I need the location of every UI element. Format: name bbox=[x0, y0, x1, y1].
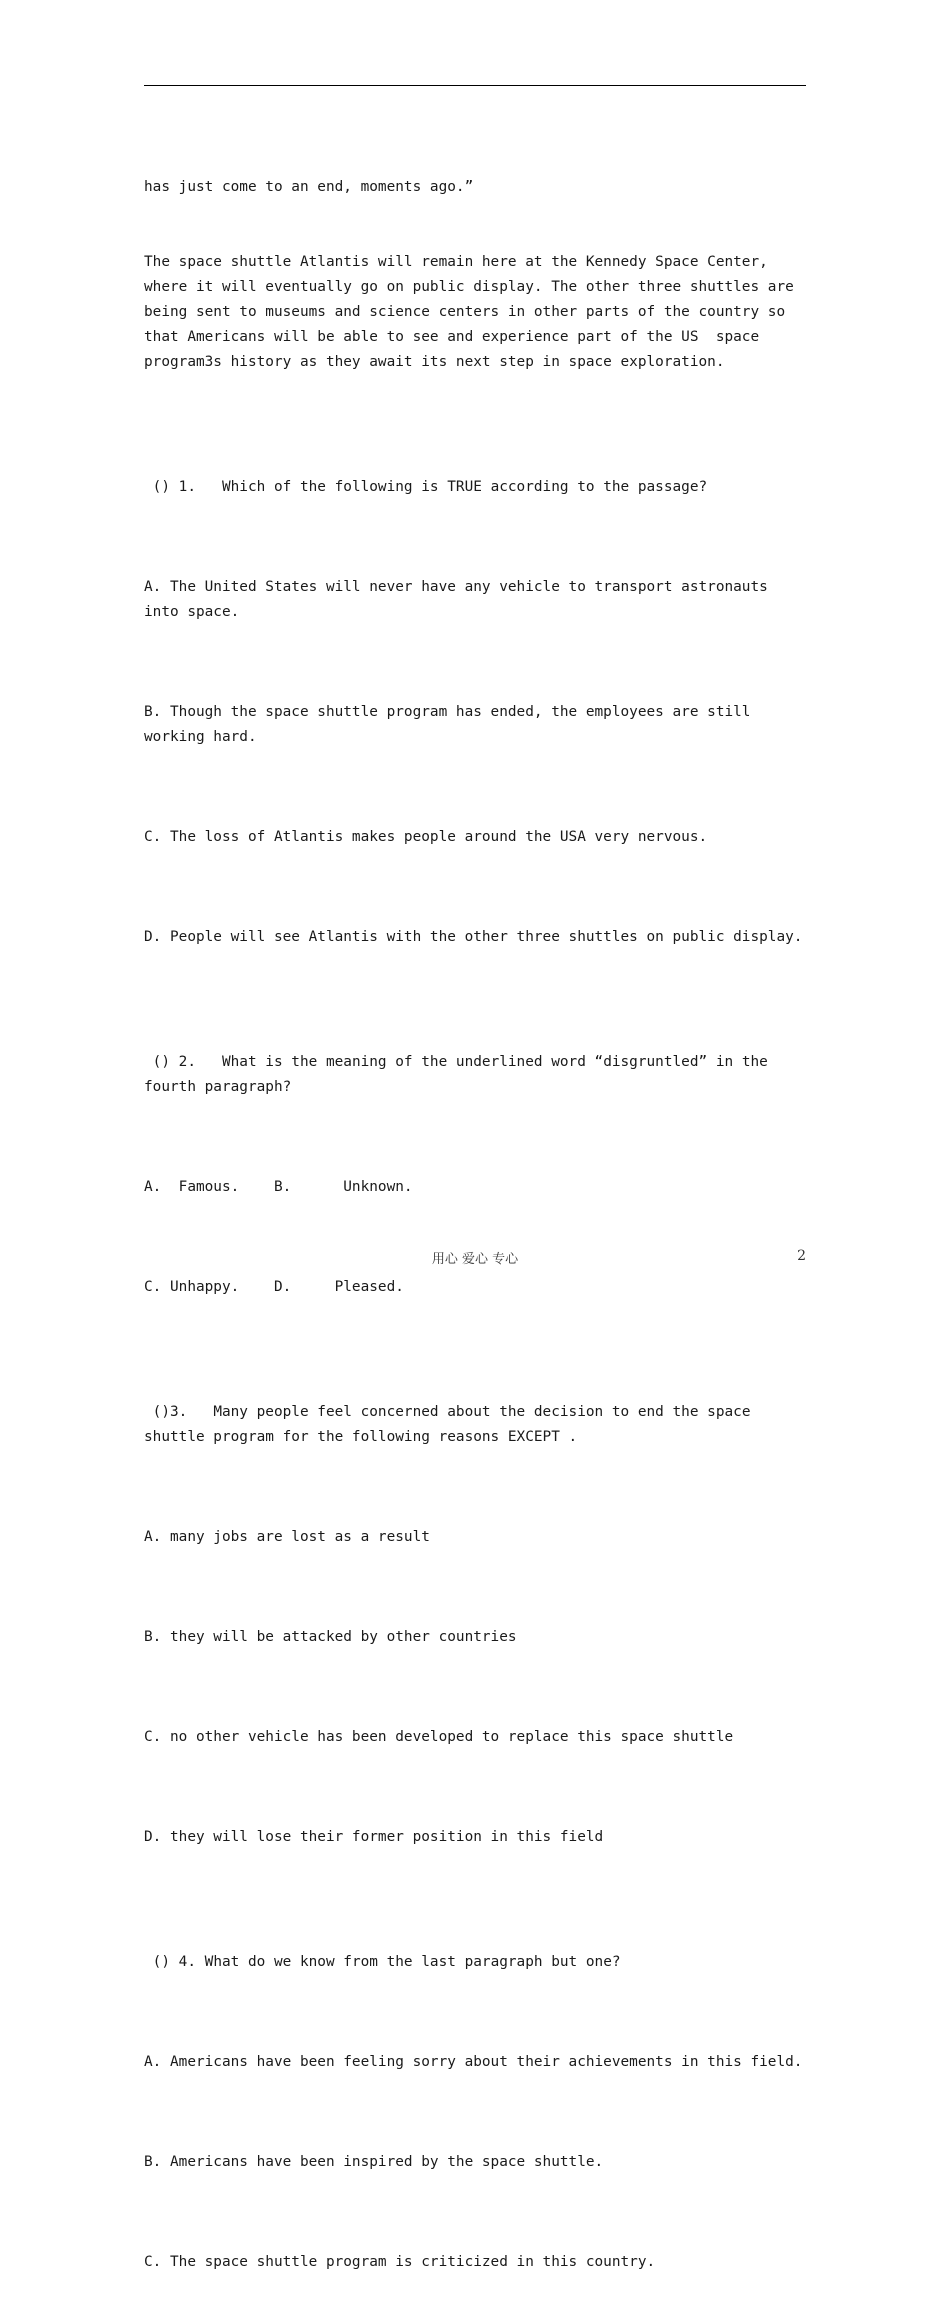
question-1-option-b: B. Though the space shuttle program has ended, the employees are still working hard. bbox=[144, 704, 760, 745]
question-2-options-ab: A. Famous. B. Unknown. bbox=[144, 1179, 413, 1195]
header-rule bbox=[144, 85, 806, 86]
question-4-prompt: () 4. What do we know from the last paragraph but one? bbox=[144, 1954, 621, 1970]
question-1-option-a: A. The United States will never have any vehicle to transport astronauts into space. bbox=[144, 579, 777, 620]
question-2-prompt: () 2. What is the meaning of the underlined word “disgruntled” in the fourth paragraph? bbox=[144, 1054, 777, 1095]
question-3-option-c: C. no other vehicle has been developed to replace this space shuttle bbox=[144, 1729, 734, 1745]
question-1-option-d: D. People will see Atlantis with the other three shuttles on public display. bbox=[144, 929, 803, 945]
question-4-option-c: C. The space shuttle program is criticized in this country. bbox=[144, 2254, 656, 2270]
page-number: 2 bbox=[797, 1248, 806, 1264]
question-3-option-b: B. they will be attacked by other countries bbox=[144, 1629, 517, 1645]
passage-paragraph: The space shuttle Atlantis will remain here at the Kennedy Space Center, where it will eventually go on public display. The other three shuttles are being sent to museums and science centers in other parts of the country so that Americans will be able to see and experience part of the US space program3s history as they await its next step in space exploration. bbox=[144, 254, 803, 370]
question-1-option-c: C. The loss of Atlantis makes people around the USA very nervous. bbox=[144, 829, 708, 845]
question-1-prompt: () 1. Which of the following is TRUE according to the passage? bbox=[144, 479, 708, 495]
question-4-option-a: A. Americans have been feeling sorry about their achievements in this field. bbox=[144, 2054, 803, 2070]
question-3-prompt: ()3. Many people feel concerned about the decision to end the space shuttle program for the following reasons EXCEPT . bbox=[144, 1404, 760, 1445]
question-2-options-cd: C. Unhappy. D. Pleased. bbox=[144, 1279, 404, 1295]
question-4-option-b: B. Americans have been inspired by the space shuttle. bbox=[144, 2154, 604, 2170]
question-3-option-a: A. many jobs are lost as a result bbox=[144, 1529, 430, 1545]
document-body bbox=[144, 125, 806, 2300]
passage-line: has just come to an end, moments ago.” bbox=[144, 179, 474, 195]
question-3-option-d: D. they will lose their former position in this field bbox=[144, 1829, 604, 1845]
footer-motto: 用心 爱心 专心 bbox=[431, 1252, 519, 1267]
